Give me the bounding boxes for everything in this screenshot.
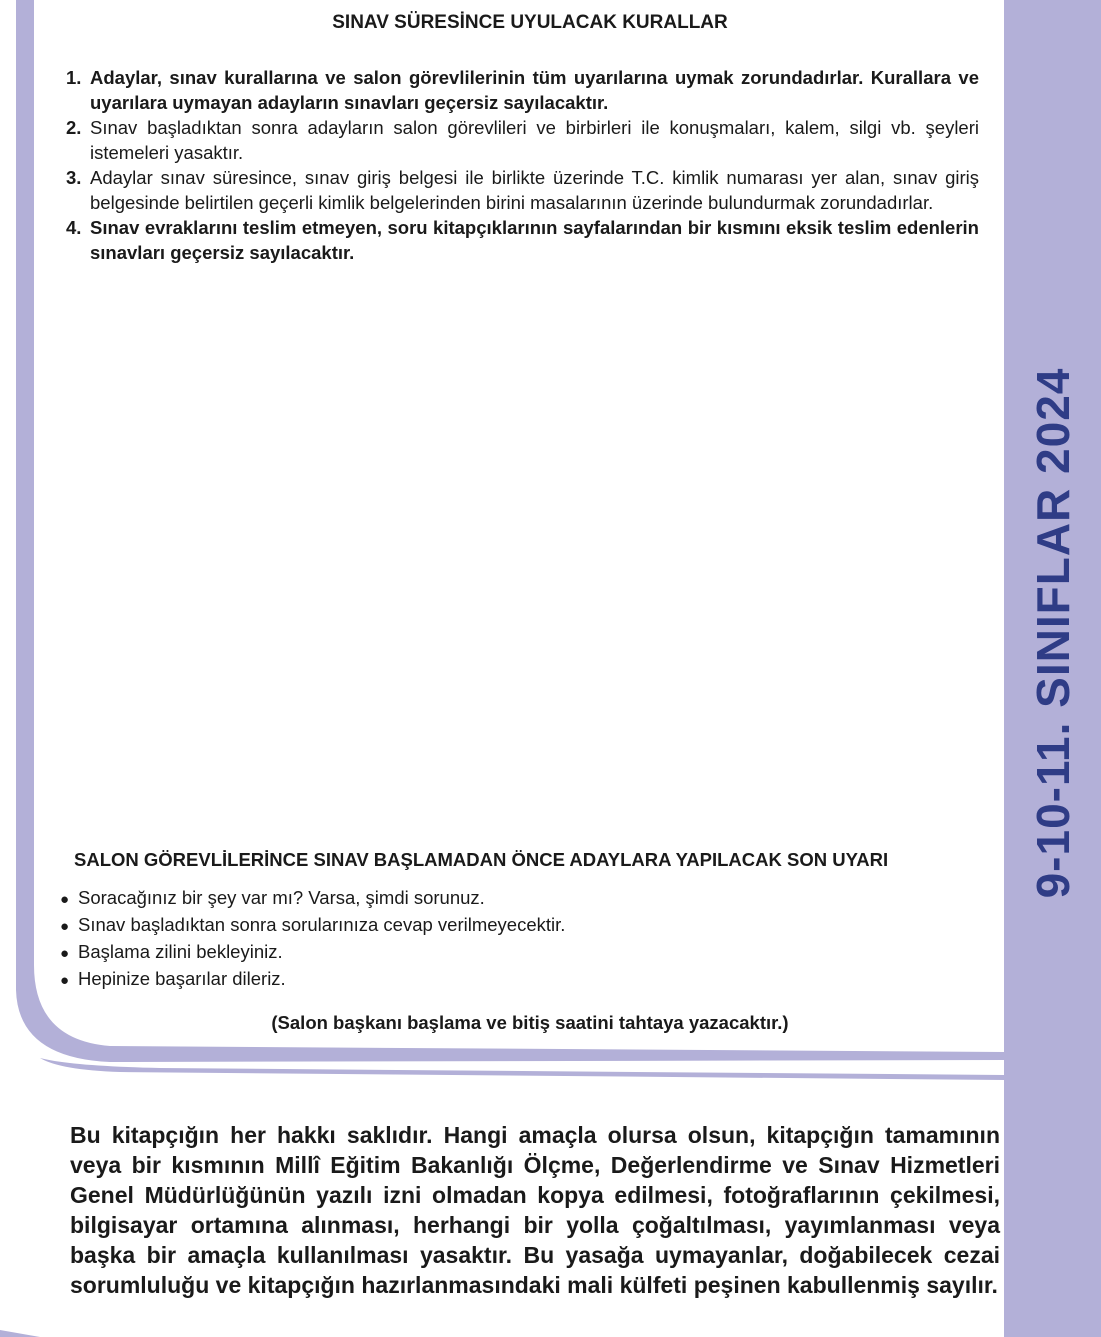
rule-item [66, 65, 979, 115]
side-label: 9-10-11. SINIFLAR 2024 [1027, 367, 1079, 899]
warning-text: Başlama zilini bekleyiniz. [78, 941, 283, 962]
bullet-icon: ● [60, 972, 70, 989]
rule-item [66, 115, 979, 165]
warning-text: Soracağınız bir şey var mı? Varsa, şimdi sorunuz. [78, 887, 485, 908]
warning-list [60, 885, 565, 993]
rules-title: SINAV SÜRESİNCE UYULACAK KURALLAR [332, 12, 728, 33]
bullet-icon: ● [60, 945, 70, 962]
rule-number: 4. [66, 217, 82, 238]
rule-text: Sınav başladıktan sonra adayların salon görevlileri ve birbirleri ile konuşmaları, kalem, silgi vb. şeyleri istemeleri yasaktır. [90, 117, 979, 163]
bullet-icon: ● [60, 891, 70, 908]
warning-text: Sınav başladıktan sonra sorularınıza cevap verilmeyecektir. [78, 914, 566, 935]
warning-title: SALON GÖREVLİLERİNCE SINAV BAŞLAMADAN ÖNCE ADAYLARA YAPILACAK SON UYARI [74, 849, 889, 870]
bullet-icon: ● [60, 918, 70, 935]
rule-text: Sınav evraklarını teslim etmeyen, soru kitapçıklarının sayfalarından bir kısmını eksik teslim edenlerin sınavları geçersiz sayılacaktır. [90, 217, 979, 263]
rule-item [66, 215, 979, 265]
closing-note: (Salon başkanı başlama ve bitiş saatini tahtaya yazacaktır.) [271, 1012, 789, 1033]
copyright-notice: Bu kitapçığın her hakkı saklıdır. Hangi amaçla olursa olsun, kitapçığın tamamının veya bir kısmının Millî Eğitim Bakanlığı Ölçme, Değerlendirme ve Sınav Hizmetleri Genel Müdürlüğünün yazılı izni olmadan kopya edilmesi, fotoğraflarının çekilmesi, bilgisayar ortamına alınması, herhangi bir yolla çoğaltılması, yayımlanması veya başka bir amaçla kullanılması yasaktır. Bu yasağa uymayanlar, doğabilecek cezai sorumluluğu ve kitapçığın hazırlanmasındaki mali külfeti peşinen kabullenmiş sayılır. [70, 1122, 1000, 1298]
rule-text: Adaylar, sınav kurallarına ve salon görevlilerinin tüm uyarılarına uymak zorundadırlar. Kurallara ve uyarılara uymayan adayların sınavları geçersiz sayılacaktır. [90, 67, 979, 113]
warning-item [60, 939, 565, 966]
rules-list [66, 65, 979, 265]
warning-text: Hepinize başarılar dileriz. [78, 968, 286, 989]
warning-item [60, 912, 565, 939]
warning-item [60, 966, 565, 993]
warning-item [60, 885, 565, 912]
rule-number: 1. [66, 67, 82, 88]
rule-number: 3. [66, 167, 82, 188]
rule-number: 2. [66, 117, 82, 138]
rule-item [66, 165, 979, 215]
rule-text: Adaylar sınav süresince, sınav giriş belgesi ile birlikte üzerinde T.C. kimlik numarası yer alan, sınav giriş belgesinde belirtilen geçerli kimlik belgelerinden birini masalarının üzerinde bulundurmak zorundadırlar. [90, 167, 979, 213]
rules-card [34, 0, 994, 1050]
